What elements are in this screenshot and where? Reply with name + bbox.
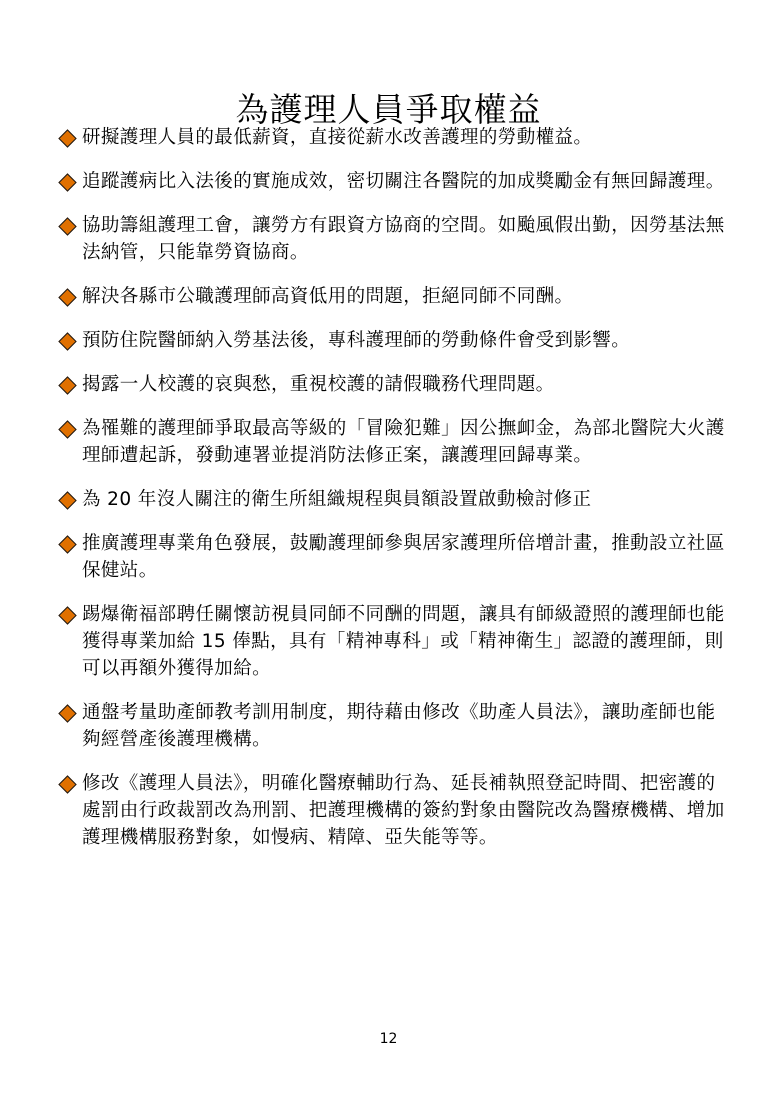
diamond-bullet-icon bbox=[58, 173, 76, 191]
page-number: 12 bbox=[379, 1031, 398, 1047]
diamond-bullet-icon bbox=[58, 129, 76, 147]
list-item bbox=[58, 699, 726, 753]
list-item-text: 通盤考量助產師教考訓用制度，期待藉由修改《助產人員法》，讓助產師也能夠經營產後護理機構。 bbox=[82, 702, 716, 750]
diamond-bullet-icon bbox=[58, 606, 76, 624]
diamond-bullet-icon bbox=[58, 217, 76, 235]
list-item-text: 協助籌組護理工會，讓勞方有跟資方協商的空間。如颱風假出勤，因勞基法無法納管，只能靠勞資協商。 bbox=[82, 215, 725, 263]
list-item-text: 為 20 年沒人關注的衛生所組織規程與員額設置啟動檢討修正 bbox=[82, 489, 592, 510]
list-item-text: 解決各縣市公職護理師高資低用的問題，拒絕同師不同酬。 bbox=[82, 286, 574, 307]
list-item bbox=[58, 212, 726, 266]
diamond-bullet-icon bbox=[58, 535, 76, 553]
list-item-text: 揭露一人校護的哀與愁，重視校護的請假職務代理問題。 bbox=[82, 374, 555, 395]
list-item bbox=[58, 168, 726, 195]
rights-bullet-list bbox=[58, 124, 726, 868]
diamond-bullet-icon bbox=[58, 775, 76, 793]
list-item bbox=[58, 327, 726, 354]
diamond-bullet-icon bbox=[58, 491, 76, 509]
page-title: 為護理人員爭取權益 bbox=[235, 90, 542, 130]
list-item-text: 為罹難的護理師爭取最高等級的「冒險犯難」因公撫卹金，為部北醫院大火護理師遭起訴，發動連署並提消防法修正案，讓護理回歸專業。 bbox=[82, 418, 725, 466]
diamond-bullet-icon bbox=[58, 332, 76, 350]
list-item bbox=[58, 530, 726, 584]
list-item bbox=[58, 124, 726, 151]
diamond-bullet-icon bbox=[58, 420, 76, 438]
list-item bbox=[58, 486, 726, 513]
list-item bbox=[58, 601, 726, 682]
diamond-bullet-icon bbox=[58, 288, 76, 306]
list-item-text: 推廣護理專業角色發展，鼓勵護理師參與居家護理所倍增計畫，推動設立社區保健站。 bbox=[82, 533, 725, 581]
list-item-text: 追蹤護病比入法後的實施成效，密切關注各醫院的加成獎勵金有無回歸護理。 bbox=[82, 171, 725, 192]
list-item bbox=[58, 415, 726, 469]
list-item bbox=[58, 283, 726, 310]
list-item-text: 修改《護理人員法》，明確化醫療輔助行為、延長補執照登記時間、把密護的處罰由行政裁罰改為刑罰、把護理機構的簽約對象由醫院改為醫療機構、增加護理機構服務對象，如慢病、精障、亞失能等等。 bbox=[82, 773, 725, 848]
list-item-text: 踢爆衛福部聘任關懷訪視員同師不同酬的問題，讓具有師級證照的護理師也能獲得專業加給 15 俸點，具有「精神專科」或「精神衛生」認證的護理師，則可以再額外獲得加給。 bbox=[82, 604, 725, 679]
list-item-text: 研擬護理人員的最低薪資，直接從薪水改善護理的勞動權益。 bbox=[82, 127, 593, 148]
list-item-text: 預防住院醫師納入勞基法後，專科護理師的勞動條件會受到影響。 bbox=[82, 330, 631, 351]
diamond-bullet-icon bbox=[58, 376, 76, 394]
list-item bbox=[58, 770, 726, 851]
list-item bbox=[58, 371, 726, 398]
diamond-bullet-icon bbox=[58, 704, 76, 722]
